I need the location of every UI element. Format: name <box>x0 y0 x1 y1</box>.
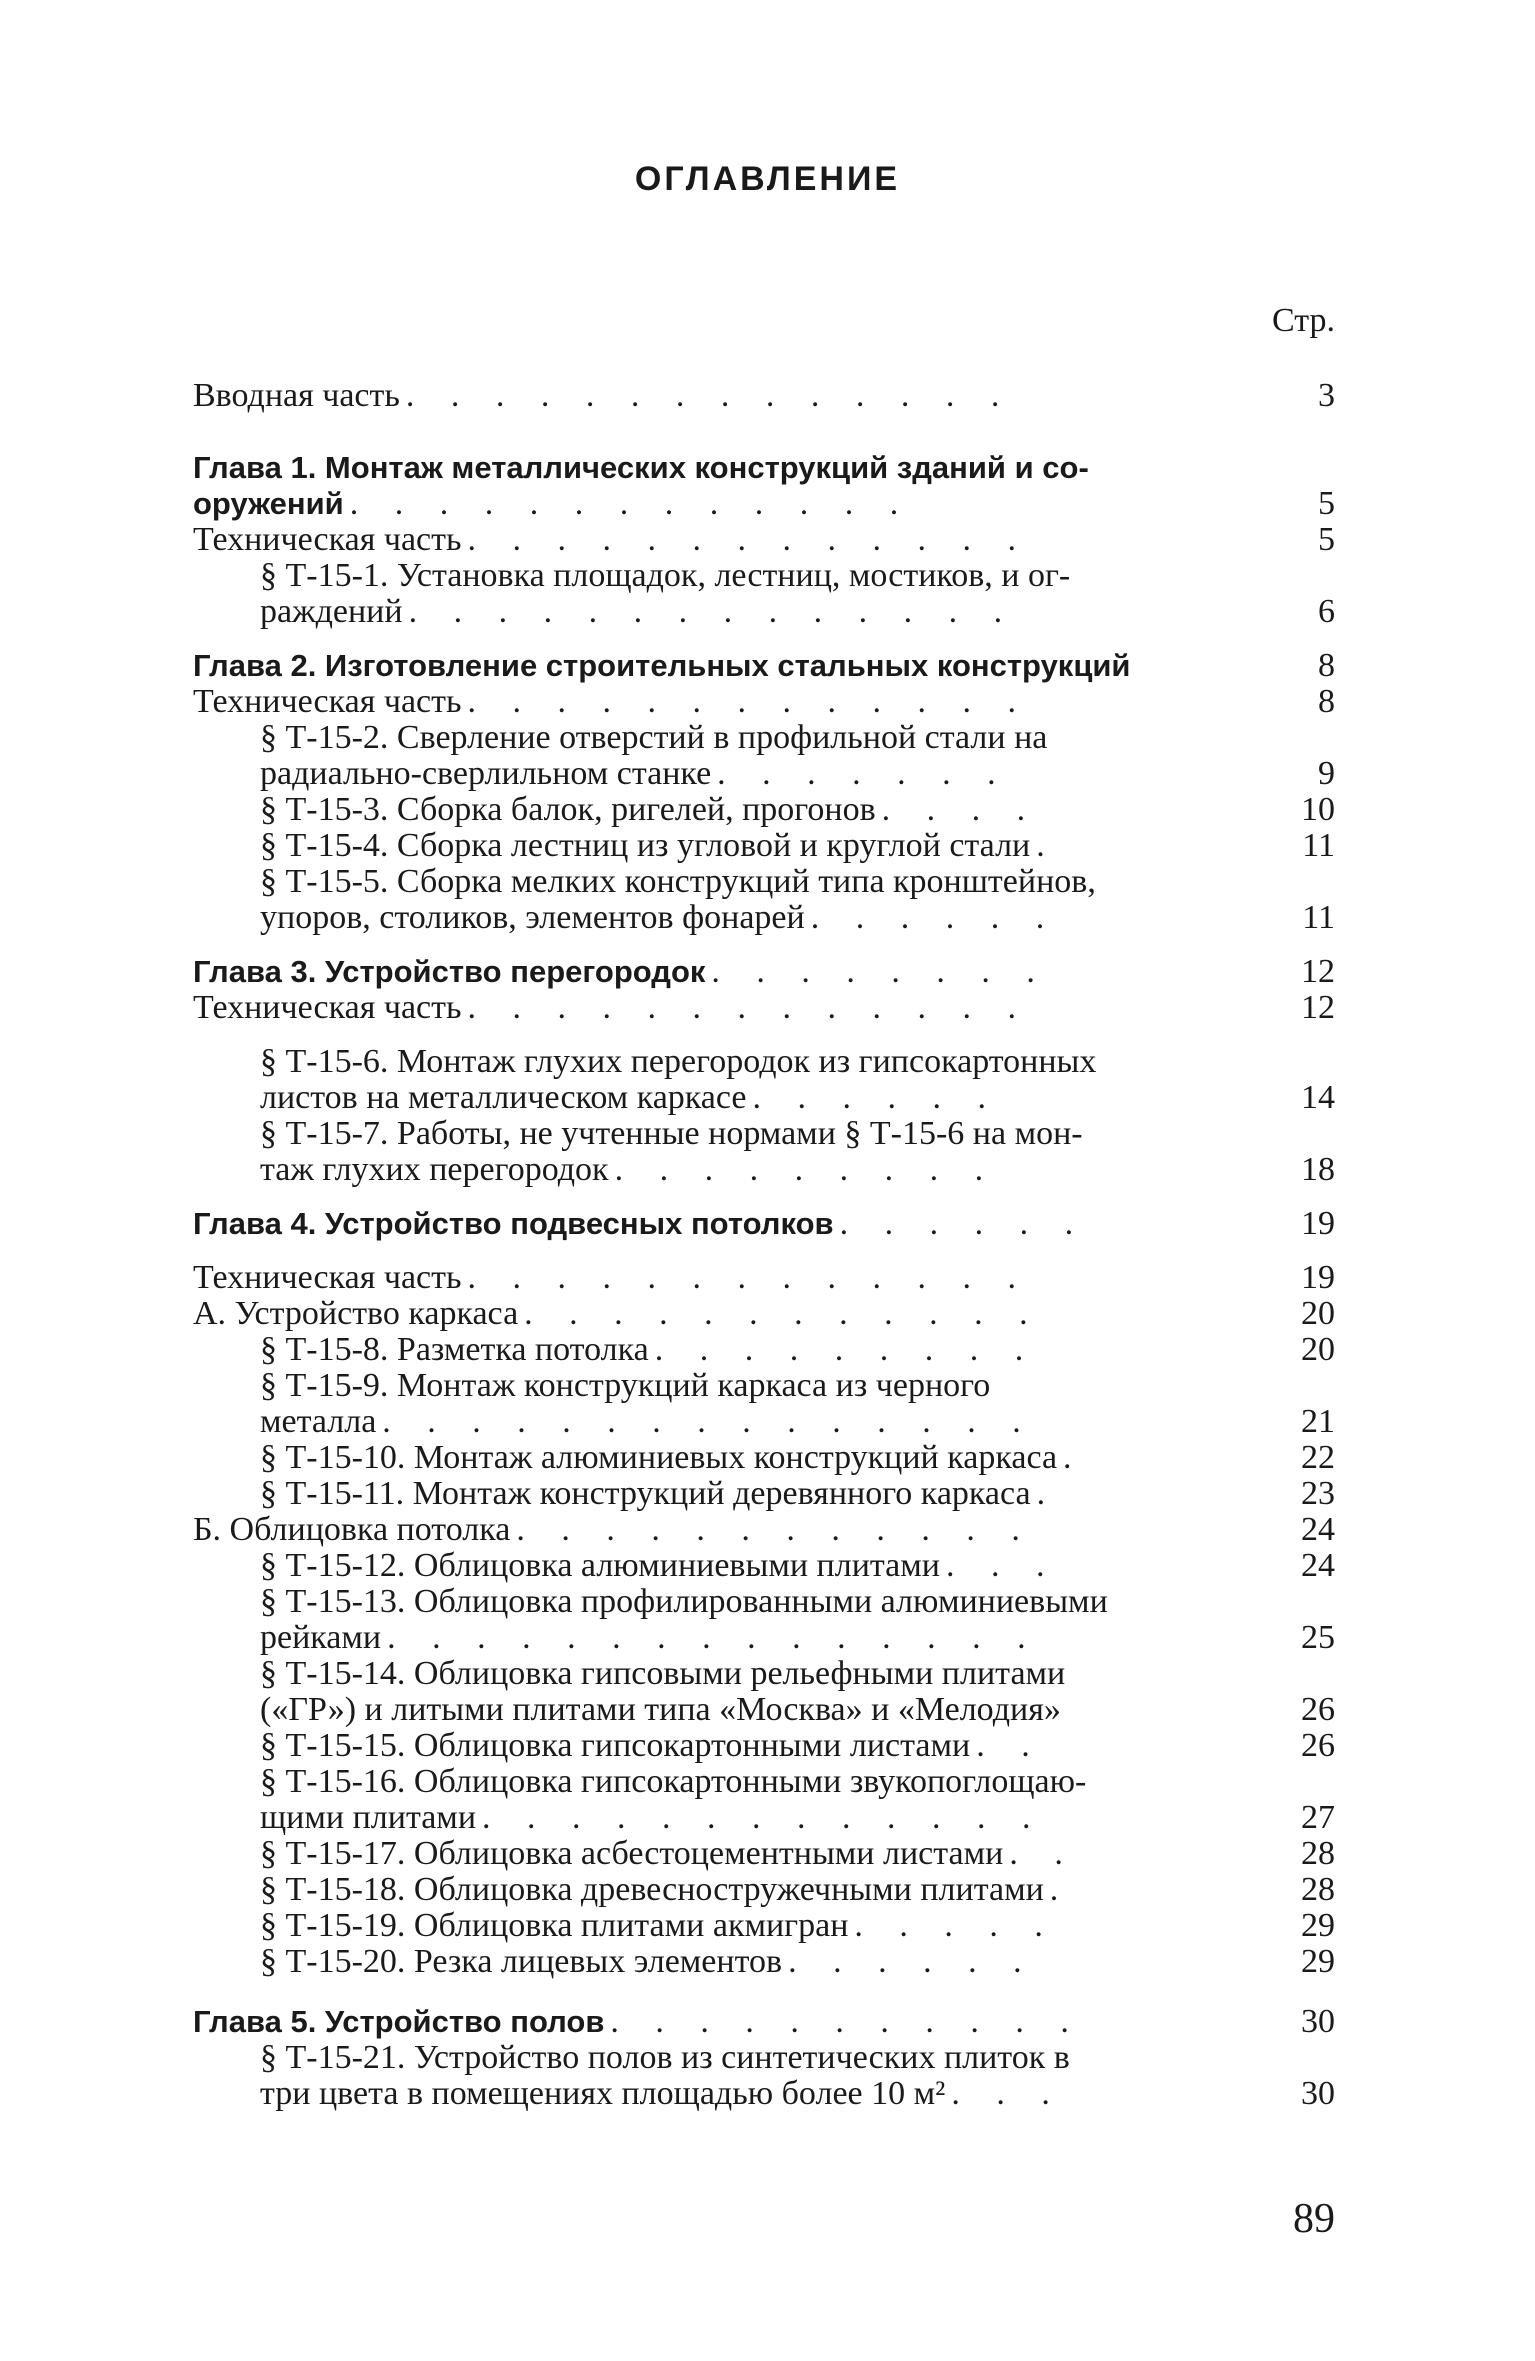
toc-entry-text: § Т-15-10. Монтаж алюминиевых конструкций каркаса <box>260 1439 1058 1476</box>
toc-entry <box>260 1944 1335 1980</box>
toc-entry <box>260 864 1335 900</box>
toc-entry-text: § Т-15-13. Облицовка профилированными алюминиевыми <box>260 1583 1108 1620</box>
toc-entry-page: 28 <box>1301 1871 1335 1908</box>
toc-entry-text: Б. Облицовка потолка <box>193 1511 511 1548</box>
toc-entry-text: Вводная часть <box>193 377 400 414</box>
toc-entry-text: Техническая часть <box>193 1259 462 1296</box>
toc-dot-leader: . . <box>1009 1835 1077 1872</box>
toc-entry-text: («ГР») и литыми плитами типа «Москва» и «Мелодия» <box>260 1691 1061 1728</box>
toc-entry <box>260 1044 1335 1080</box>
toc-dot-leader: . . . . . . . . . . . . . <box>467 683 1031 720</box>
toc-dot-leader: . . . . . . . . . . . . . <box>467 1259 1031 1296</box>
toc-entry-page: 30 <box>1301 2075 1335 2112</box>
toc-entry-page: 25 <box>1301 1619 1335 1656</box>
toc-entry-page: 10 <box>1301 791 1335 828</box>
toc-entry-text: § Т-15-21. Устройство полов из синтетических плиток в <box>260 2039 1070 2076</box>
toc-entry-text: § Т-15-1. Установка площадок, лестниц, мостиков, и ог- <box>260 557 1071 594</box>
toc-dot-leader: . . . . . . <box>810 899 1059 936</box>
toc-entry <box>260 1080 1335 1116</box>
toc-entry-text: Техническая часть <box>193 521 462 558</box>
toc-dot-leader: . <box>1063 1439 1086 1476</box>
toc-entry <box>260 594 1335 630</box>
toc-entry <box>260 1476 1335 1512</box>
toc-entry <box>193 1260 1335 1296</box>
toc-entry <box>260 1908 1335 1944</box>
toc-entry-text: Глава 3. Устройство перегородок <box>193 954 706 989</box>
toc-entry <box>193 684 1335 720</box>
toc-entry-text: § Т-15-15. Облицовка гипсокартонными листами <box>260 1727 971 1764</box>
page-title: ОГЛАВЛЕНИЕ <box>634 160 901 198</box>
toc-dot-leader: . . . . . . . . . <box>614 1151 998 1188</box>
toc-entry-page: 26 <box>1301 1727 1335 1764</box>
toc-entry <box>193 990 1335 1026</box>
toc-entry <box>260 1764 1335 1800</box>
toc-entry-page: 19 <box>1301 1205 1335 1242</box>
toc-entry <box>193 2004 1335 2040</box>
toc-entry <box>260 1728 1335 1764</box>
toc-entry-text: § Т-15-19. Облицовка плитами акмигран <box>260 1907 849 1944</box>
toc-dot-leader: . . . . . . . . . . . . . <box>349 485 913 522</box>
toc-dot-leader: . . <box>976 1727 1044 1764</box>
toc-entry <box>193 378 1335 414</box>
toc-entry-text: щими плитами <box>260 1799 477 1836</box>
toc-entry-page: 9 <box>1318 755 1335 792</box>
toc-entry-text: таж глухих перегородок <box>260 1151 609 1188</box>
toc-entry <box>260 1584 1335 1620</box>
toc-entry-text: § Т-15-7. Работы, не учтенные нормами § Т-15-6 на мон- <box>260 1115 1083 1152</box>
toc-entry-page: 6 <box>1318 593 1335 630</box>
toc-entry-text: § Т-15-4. Сборка лестниц из угловой и круглой стали <box>260 827 1031 864</box>
toc-entry <box>260 720 1335 756</box>
toc-entry-text: § Т-15-20. Резка лицевых элементов <box>260 1943 783 1980</box>
toc-dot-leader: . <box>1049 1871 1073 1908</box>
toc-entry <box>260 1548 1335 1584</box>
toc-entry-text: Техническая часть <box>193 989 462 1026</box>
toc-entry-text: А. Устройство каркаса <box>193 1295 519 1332</box>
toc-entry-text: § Т-15-9. Монтаж конструкций каркаса из черного <box>260 1367 991 1404</box>
toc-entry-text: рейками <box>260 1619 382 1656</box>
toc-entry-text: Глава 5. Устройство полов <box>193 2004 605 2039</box>
toc-entry-page: 24 <box>1301 1511 1335 1548</box>
toc-entry <box>193 648 1335 684</box>
toc-dot-leader: . . . <box>945 1547 1059 1584</box>
toc-dot-leader: . . . . . . . . <box>711 953 1049 990</box>
toc-dot-leader: . . . . . . <box>752 1079 1000 1116</box>
toc-entry-text: Глава 4. Устройство подвесных потолков <box>193 1206 834 1241</box>
toc-dot-leader: . . . . . . . . . . . . . <box>467 989 1031 1026</box>
toc-entry <box>260 1332 1335 1368</box>
toc-entry <box>260 1692 1335 1728</box>
toc-entry <box>193 1296 1335 1332</box>
toc-dot-leader: . . . . . . . . . . . . <box>516 1511 1034 1548</box>
toc-entry <box>260 2040 1335 2076</box>
toc-dot-leader: . . . . . . <box>788 1943 1036 1980</box>
toc-dot-leader: . . . <box>951 2075 1064 2112</box>
toc-dot-leader: . . . . . . . . . <box>654 1331 1038 1368</box>
toc-dot-leader: . . . . . . . . . . . . . . <box>408 593 1017 630</box>
toc-entry-page: 14 <box>1301 1079 1335 1116</box>
toc-entry <box>260 1440 1335 1476</box>
page-number: 89 <box>1293 2196 1335 2242</box>
toc-entry <box>260 1800 1335 1836</box>
toc-entry-text: упоров, столиков, элементов фонарей <box>260 899 805 936</box>
toc-entry <box>193 1512 1335 1548</box>
toc-dot-leader: . . . . . . . . . . . . . . . <box>387 1619 1040 1656</box>
toc-entry-page: 28 <box>1301 1835 1335 1872</box>
toc-entry <box>260 1656 1335 1692</box>
toc-entry <box>260 1620 1335 1656</box>
toc-entry-page: 18 <box>1301 1151 1335 1188</box>
toc-entry-page: 5 <box>1318 521 1335 558</box>
toc-entry-text: § Т-15-14. Облицовка гипсовыми рельефными плитами <box>260 1655 1066 1692</box>
toc-entry-page: 27 <box>1301 1799 1335 1836</box>
toc-entry-page: 26 <box>1301 1691 1335 1728</box>
toc-entry-page: 3 <box>1318 377 1335 414</box>
toc-entry-page: 11 <box>1302 899 1335 936</box>
toc-dot-leader: . . . . <box>881 791 1040 828</box>
toc-entry-text: листов на металлическом каркасе <box>260 1079 747 1116</box>
toc-entry-page: 11 <box>1302 827 1335 864</box>
toc-dot-leader: . <box>1036 827 1059 864</box>
page-column-label: Стр. <box>1271 302 1335 339</box>
toc-entry <box>193 486 1335 522</box>
toc-dot-leader: . . . . . . <box>839 1205 1088 1242</box>
toc-entry-page: 20 <box>1301 1295 1335 1332</box>
toc-entry <box>260 756 1335 792</box>
toc-entry-text: три цвета в помещениях площадью более 10 м² <box>260 2075 946 2112</box>
toc-entry-page: 30 <box>1301 2003 1335 2040</box>
toc-entry-text: § Т-15-16. Облицовка гипсокартонными звукопоглощаю- <box>260 1763 1087 1800</box>
toc-entry <box>193 954 1335 990</box>
toc-dot-leader: . . . . . . . . . . . . . . <box>405 377 1014 414</box>
toc-entry-text: раждений <box>260 593 403 630</box>
toc-entry <box>260 828 1335 864</box>
toc-entry-page: 5 <box>1318 485 1335 522</box>
toc-entry-page: 24 <box>1301 1547 1335 1584</box>
toc-entry <box>193 450 1335 486</box>
toc-entry-text: Глава 1. Монтаж металлических конструкций зданий и со- <box>193 450 1089 485</box>
toc-entry <box>260 1116 1335 1152</box>
toc-entry-text: § Т-15-12. Облицовка алюминиевыми плитами <box>260 1547 940 1584</box>
toc-entry <box>260 1836 1335 1872</box>
toc-entry-page: 12 <box>1301 989 1335 1026</box>
toc-entry-text: § Т-15-5. Сборка мелких конструкций типа кронштейнов, <box>260 863 1096 900</box>
toc-dot-leader: . . . . . . . . . . . . . <box>467 521 1031 558</box>
toc-entry-text: радиально-сверлильном станке <box>260 755 712 792</box>
toc-entry-page: 8 <box>1318 647 1335 684</box>
toc-entry-text: § Т-15-11. Монтаж конструкций деревянного каркаса <box>260 1475 1031 1512</box>
toc-entry-page: 21 <box>1301 1403 1335 1440</box>
toc-entry-page: 22 <box>1301 1439 1335 1476</box>
toc-entry <box>260 558 1335 594</box>
toc-dot-leader: . . . . . . . . . . . . . <box>482 1799 1045 1836</box>
toc-entry-page: 29 <box>1301 1907 1335 1944</box>
toc-entry-text: Глава 2. Изготовление строительных стальных конструкций <box>193 648 1131 683</box>
toc-entry-text: § Т-15-17. Облицовка асбестоцементными листами <box>260 1835 1004 1872</box>
toc-dot-leader: . . . . . . . . . . . <box>610 2003 1083 2040</box>
toc-entry-page: 29 <box>1301 1943 1335 1980</box>
toc-dot-leader: . . . . . . . <box>717 755 1010 792</box>
toc-entry <box>193 1206 1335 1242</box>
toc-entry-page: 20 <box>1301 1331 1335 1368</box>
toc-dot-leader: . . . . . <box>854 1907 1057 1944</box>
toc-entry-text: § Т-15-6. Монтаж глухих перегородок из гипсокартонных <box>260 1043 1097 1080</box>
toc-entry-page: 23 <box>1301 1475 1335 1512</box>
toc-entry-text: § Т-15-2. Сверление отверстий в профильной стали на <box>260 719 1048 756</box>
toc-entry <box>260 1368 1335 1404</box>
toc-entry-page: 19 <box>1301 1259 1335 1296</box>
toc-dot-leader: . . . . . . . . . . . . . . . <box>382 1403 1035 1440</box>
toc-entry <box>260 1872 1335 1908</box>
toc-entry-text: § Т-15-8. Разметка потолка <box>260 1331 649 1368</box>
toc-entry-page: 12 <box>1301 953 1335 990</box>
toc-dot-leader: . <box>1036 1475 1060 1512</box>
toc-entry-page: 8 <box>1318 683 1335 720</box>
toc-entry-text: § Т-15-18. Облицовка древесностружечными плитами <box>260 1871 1044 1908</box>
toc-entry <box>193 522 1335 558</box>
toc-entry-text: § Т-15-3. Сборка балок, ригелей, прогонов <box>260 791 876 828</box>
toc-entry <box>260 2076 1335 2112</box>
toc-entry-text: Техническая часть <box>193 683 462 720</box>
toc-entry <box>260 1152 1335 1188</box>
toc-dot-leader: . . . . . . . . . . . . <box>524 1295 1042 1332</box>
toc-entry-text: металла <box>260 1403 377 1440</box>
toc-entry <box>260 900 1335 936</box>
toc-entry-text: оружений <box>193 486 344 521</box>
toc-entry <box>260 1404 1335 1440</box>
toc-entry <box>260 792 1335 828</box>
